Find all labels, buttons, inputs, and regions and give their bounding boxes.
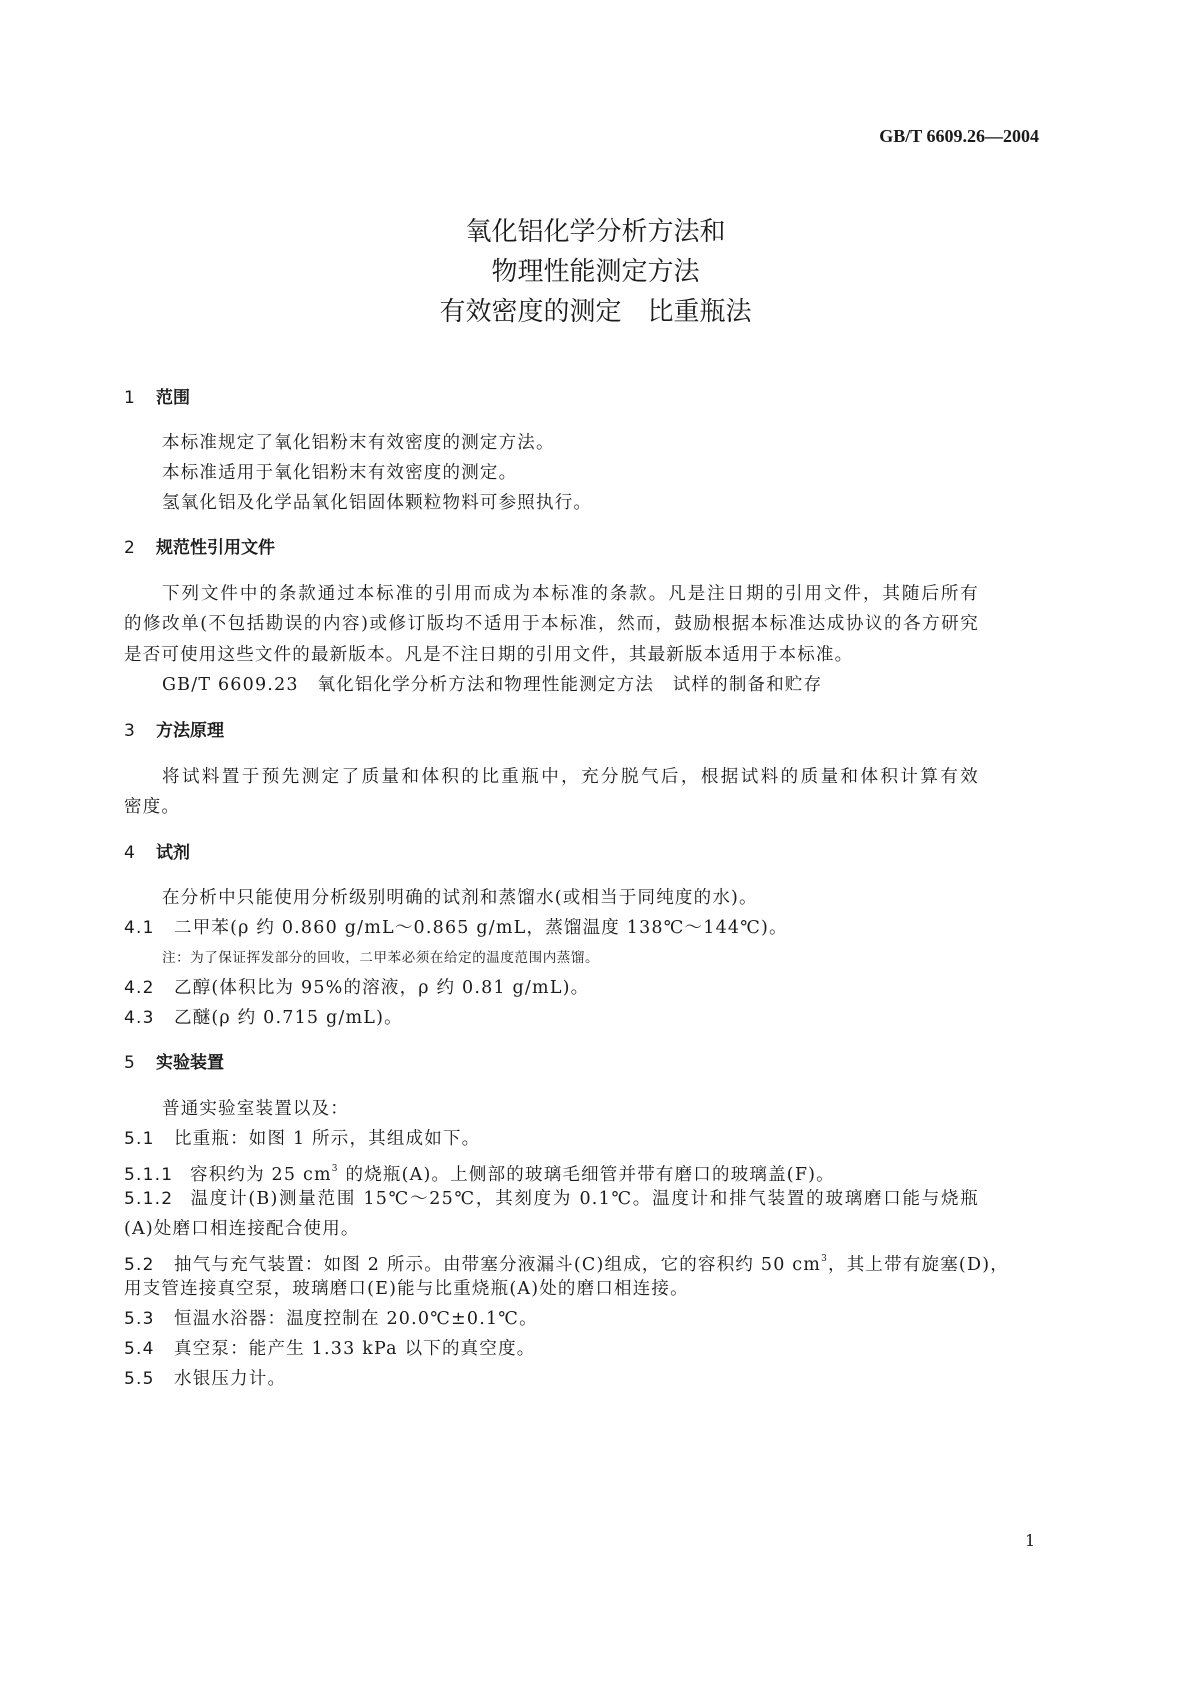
item-text: 温度计(B)测量范围 15℃～25℃，其刻度为 0.1℃。温度计和排气装置的玻璃磨口能与烧瓶 <box>190 1189 979 1209</box>
item-text: 水银压力计。 <box>174 1369 287 1389</box>
reagent-item-4-1 <box>124 916 788 940</box>
section-number: 2 <box>124 538 135 558</box>
item-number: 5.3 <box>124 1309 155 1329</box>
paragraph: 在分析中只能使用分析级别明确的试剂和蒸馏水(或相当于同纯度的水)。 <box>162 888 758 908</box>
item-number: 5.1 <box>124 1129 155 1149</box>
section-1-heading <box>124 386 190 410</box>
item-text: ，其上带有旋塞(D)， <box>828 1255 1009 1275</box>
paragraph-line: 将试料置于预先测定了质量和体积的比重瓶中，充分脱气后，根据试料的质量和体积计算有效 <box>162 767 979 787</box>
item-number: 5.2 <box>124 1255 155 1275</box>
apparatus-item-5-3 <box>124 1307 538 1331</box>
section-5-heading <box>124 1051 224 1075</box>
normative-reference: GB/T 6609.23 氧化铝化学分析方法和物理性能测定方法 试样的制备和贮存 <box>162 675 823 695</box>
item-number: 5.4 <box>124 1339 155 1359</box>
item-number: 4.1 <box>124 918 155 938</box>
section-2-heading <box>124 536 275 560</box>
item-text: 容积约为 25 cm <box>190 1165 332 1185</box>
section-4-heading <box>124 841 190 865</box>
section-title: 范围 <box>156 388 190 408</box>
item-text: 乙醇(体积比为 95%的溶液，ρ 约 0.81 g/mL)。 <box>174 978 590 998</box>
item-number: 5.1.1 <box>124 1165 174 1185</box>
paragraph: 本标准适用于氧化铝粉末有效密度的测定。 <box>162 463 518 483</box>
section-number: 1 <box>124 388 135 408</box>
section-number: 4 <box>124 843 135 863</box>
item-number: 4.3 <box>124 1008 155 1028</box>
apparatus-item-5-2 <box>124 1247 1009 1277</box>
item-number: 4.2 <box>124 978 155 998</box>
item-text: 的烧瓶(A)。上侧部的玻璃毛细管并带有磨口的玻璃盖(F)。 <box>338 1165 835 1185</box>
paragraph-line: 的修改单(不包括勘误的内容)或修订版均不适用于本标准，然而，鼓励根据本标准达成协议的各方研究 <box>124 614 979 634</box>
section-title: 规范性引用文件 <box>156 538 275 558</box>
superscript: 3 <box>331 1164 339 1174</box>
paragraph-line: 下列文件中的条款通过本标准的引用而成为本标准的条款。凡是注日期的引用文件，其随后所有 <box>162 584 979 604</box>
item-text: 二甲苯(ρ 约 0.860 g/mL～0.865 g/mL，蒸馏温度 138℃～144℃)。 <box>174 918 788 938</box>
section-title: 试剂 <box>156 843 190 863</box>
item-number: 5.5 <box>124 1369 155 1389</box>
section-title: 实验装置 <box>156 1053 224 1073</box>
doc-title-line-1: 氧化铝化学分析方法和 <box>465 217 726 247</box>
paragraph-line: (A)处磨口相连接配合使用。 <box>124 1219 360 1239</box>
apparatus-item-5-5 <box>124 1367 286 1391</box>
section-3-heading <box>124 719 224 743</box>
item-text: 比重瓶：如图 1 所示，其组成如下。 <box>174 1129 481 1149</box>
apparatus-item-5-4 <box>124 1337 535 1361</box>
paragraph: 普通实验室装置以及： <box>162 1099 349 1119</box>
paragraph-line: 密度。 <box>124 797 181 817</box>
apparatus-item-5-1-2 <box>124 1187 979 1211</box>
doc-title-line-2: 物理性能测定方法 <box>491 257 700 287</box>
paragraph: 氢氧化铝及化学品氧化铝固体颗粒物料可参照执行。 <box>162 493 593 513</box>
item-text: 恒温水浴器：温度控制在 20.0℃±0.1℃。 <box>174 1309 538 1329</box>
paragraph: 本标准规定了氧化铝粉末有效密度的测定方法。 <box>162 433 555 453</box>
item-text: 真空泵：能产生 1.33 kPa 以下的真空度。 <box>174 1339 536 1359</box>
apparatus-item-5-1 <box>124 1127 480 1151</box>
reagent-item-4-2 <box>124 976 589 1000</box>
section-number: 3 <box>124 721 135 741</box>
item-text: 乙醚(ρ 约 0.715 g/mL)。 <box>174 1008 403 1028</box>
doc-title-line-3: 有效密度的测定 比重瓶法 <box>439 297 752 327</box>
note: 注：为了保证挥发部分的回收，二甲苯必须在给定的温度范围内蒸馏。 <box>162 950 600 966</box>
section-number: 5 <box>124 1053 135 1073</box>
section-title: 方法原理 <box>156 721 224 741</box>
item-number: 5.1.2 <box>124 1189 174 1209</box>
apparatus-item-5-1-1 <box>124 1157 835 1187</box>
paragraph-line: 是否可使用这些文件的最新版本。凡是不注日期的引用文件，其最新版本适用于本标准。 <box>124 645 854 665</box>
page-number: 1 <box>1025 1531 1036 1550</box>
item-text: 抽气与充气装置：如图 2 所示。由带塞分液漏斗(C)组成，它的容积约 50 cm <box>174 1255 822 1275</box>
standard-number: GB/T 6609.26—2004 <box>879 126 1039 146</box>
reagent-item-4-3 <box>124 1006 403 1030</box>
superscript: 3 <box>821 1254 829 1264</box>
paragraph-line: 用支管连接真空泵，玻璃磨口(E)能与比重烧瓶(A)处的磨口相连接。 <box>124 1279 689 1299</box>
